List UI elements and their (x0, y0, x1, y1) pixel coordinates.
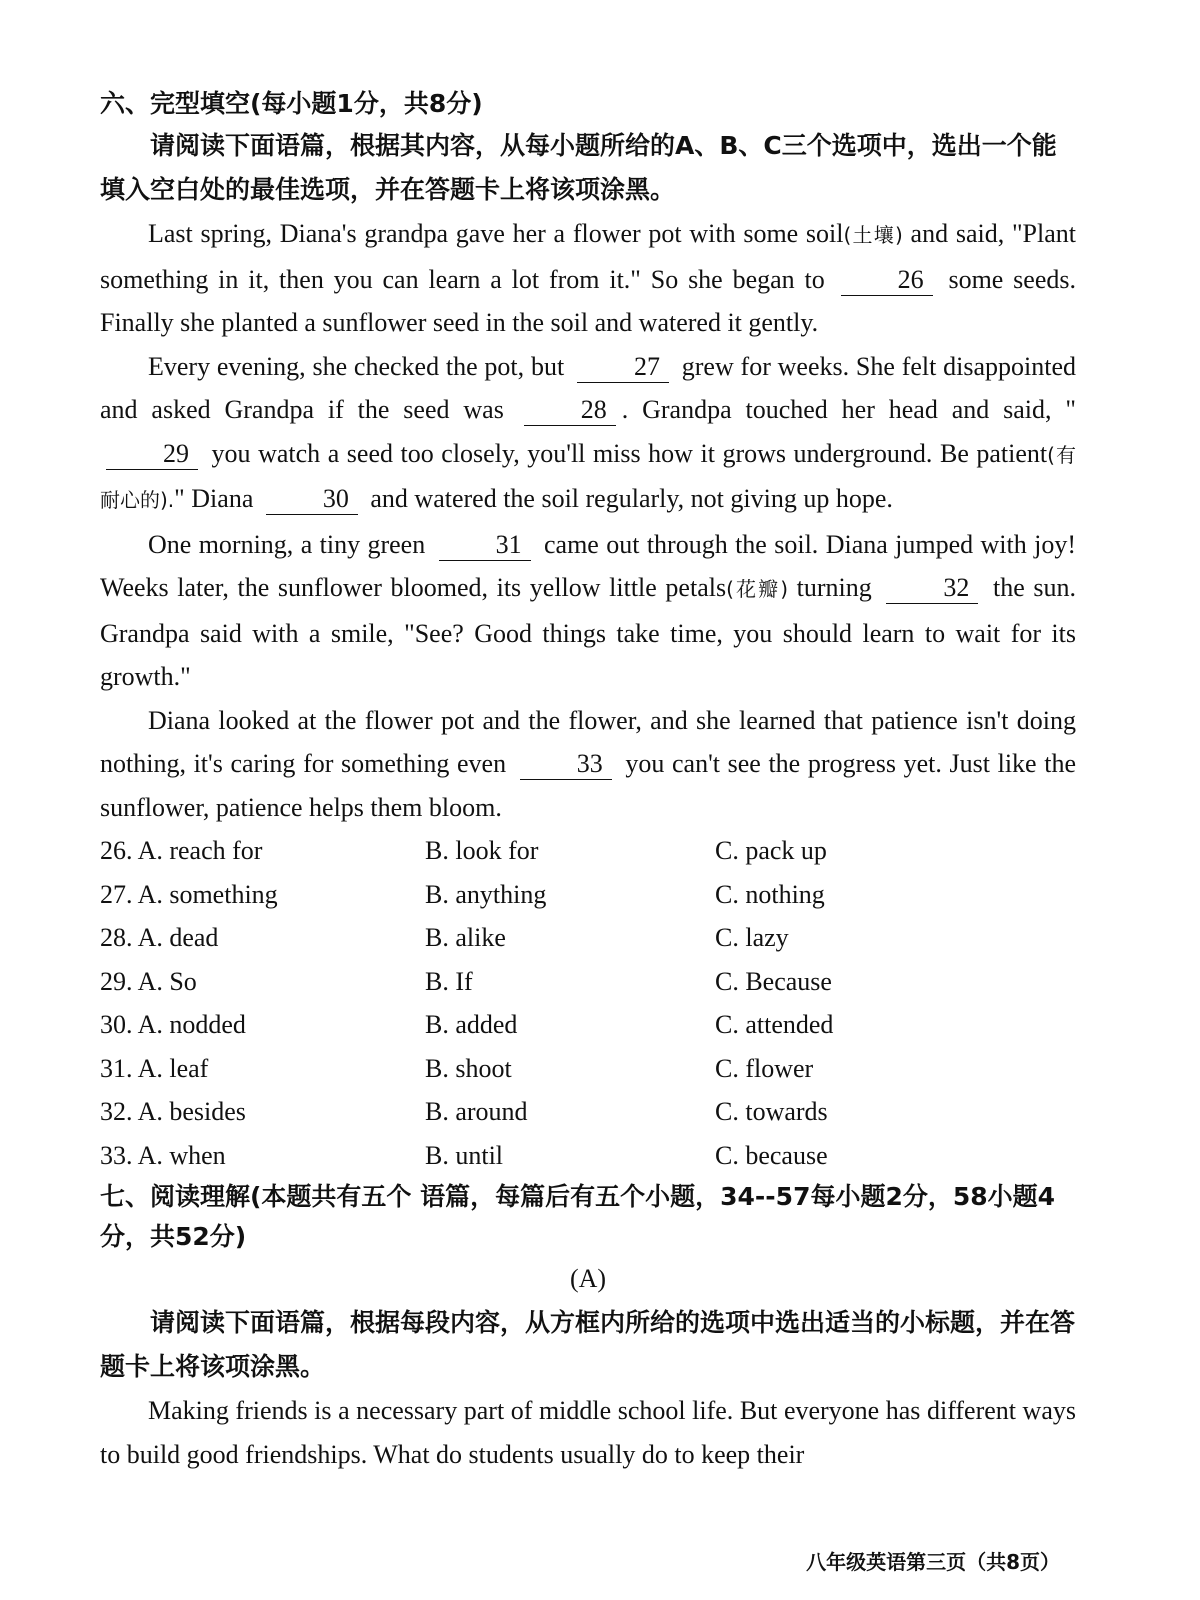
blank-29: 29 (106, 439, 198, 470)
passage-paragraph-4 (100, 699, 1076, 830)
option-b: B. shoot (425, 1053, 512, 1083)
passage-paragraph-2 (100, 345, 1076, 523)
p3-gloss-petals: (花瓣) (726, 577, 789, 601)
option-c: C. attended (715, 1010, 834, 1039)
option-a: 30. A. nodded (100, 1010, 246, 1039)
p2-text-2: grew for weeks. She felt disappointed and asked Grandpa if the seed was (100, 351, 1077, 424)
blank-28: 28 (524, 395, 616, 426)
section7-heading: 七、阅读理解(本题共有五个 语篇，每篇后有五个小题，34--57每小题2分，58小题4分，共52分) (100, 1182, 1056, 1251)
option-a: 33. A. when (100, 1140, 226, 1170)
p1-text-1: Last spring, Diana's grandpa gave her a flower pot with some soil (148, 219, 844, 248)
p4-text-2: you can't see the progress yet. Just like the sunflower, patience helps them bloom. (100, 749, 1076, 822)
p3-text-1: One morning, a tiny green (148, 529, 426, 559)
option-c: C. towards (715, 1097, 828, 1126)
option-a: 32. A. besides (100, 1097, 246, 1126)
p2-text-3: . Grandpa touched her head and said, " (621, 395, 1077, 424)
section6-heading: 六、完型填空(每小题1分，共8分) (100, 89, 483, 118)
option-row (100, 1047, 1076, 1091)
option-a: 31. A. leaf (100, 1053, 209, 1083)
blank-31: 31 (439, 530, 531, 561)
option-b: B. alike (425, 923, 506, 952)
section7-subtitle: (A) (569, 1264, 607, 1293)
option-b: B. anything (425, 879, 547, 909)
option-row (100, 1003, 1076, 1047)
blank-30: 30 (266, 484, 358, 515)
p2-text-5: " Diana (174, 484, 254, 513)
option-b: B. around (425, 1097, 528, 1126)
option-c: C. lazy (715, 923, 789, 952)
blank-27: 27 (577, 352, 669, 383)
option-row (100, 873, 1076, 917)
option-a: 26. A. reach for (100, 836, 263, 865)
option-row (100, 829, 1076, 873)
page-footer: 八年级英语第三页（共8页） (806, 1550, 1060, 1574)
option-c: C. flower (715, 1053, 814, 1083)
p3-text-2: came out through the soil. Diana jumped with joy! Weeks later, the sunflower bloomed, its yellow little petals (100, 529, 1077, 602)
answer-options (100, 829, 1076, 1177)
option-b: B. look for (425, 836, 539, 865)
passage-paragraph-3 (100, 523, 1076, 699)
option-a: 27. A. something (100, 879, 278, 909)
option-b: B. until (425, 1140, 504, 1170)
option-a: 29. A. So (100, 966, 197, 996)
option-b: B. If (425, 966, 473, 996)
section7-instruction: 请阅读下面语篇，根据每段内容，从方框内所给的选项中选出适当的小标题，并在答题卡上将该项涂黑。 (100, 1308, 1076, 1381)
p2-text-1: Every evening, she checked the pot, but (148, 351, 565, 381)
p2-gloss-patient: (有耐心的). (100, 442, 1076, 512)
option-c: C. nothing (715, 879, 825, 909)
option-row (100, 916, 1076, 960)
p1-gloss-soil: (土壤) (843, 223, 903, 247)
option-b: B. added (425, 1010, 518, 1039)
p3-text-4: the sun. Grandpa said with a smile, "See? Good things take time, you should learn to wait for its growth." (100, 573, 1077, 691)
p3-text-3: turning (788, 573, 872, 602)
p2-text-6: and watered the soil regularly, not giving up hope. (370, 484, 893, 513)
option-c: C. pack up (715, 836, 827, 865)
p1-text-2: and said, "Plant something in it, then you can learn a lot from it." So she began to (100, 219, 1077, 294)
section7-passage: Making friends is a necessary part of middle school life. But everyone has different ways to build good friendships. What do students usually do to keep their (100, 1396, 1076, 1469)
blank-26: 26 (841, 265, 933, 296)
option-c: C. Because (715, 966, 832, 996)
option-row (100, 960, 1076, 1004)
p1-text-3: some seeds. Finally she planted a sunflower seed in the soil and watered it gently. (100, 264, 1076, 337)
passage-paragraph-1 (100, 212, 1076, 345)
option-c: C. because (715, 1140, 828, 1170)
blank-33: 33 (520, 749, 612, 780)
section6-instruction: 请阅读下面语篇，根据其内容，从每小题所给的A、B、C三个选项中，选出一个能填入空白处的最佳选项，并在答题卡上将该项涂黑。 (100, 131, 1057, 204)
option-row (100, 1134, 1076, 1178)
blank-32: 32 (886, 573, 978, 604)
option-a: 28. A. dead (100, 923, 219, 952)
p4-text-1: Diana looked at the flower pot and the flower, and she learned that patience isn't doing nothing, it's caring for something even (100, 705, 1076, 778)
p2-text-4: you watch a seed too closely, you'll miss how it grows underground. Be patient (211, 438, 1048, 468)
option-row (100, 1090, 1076, 1134)
